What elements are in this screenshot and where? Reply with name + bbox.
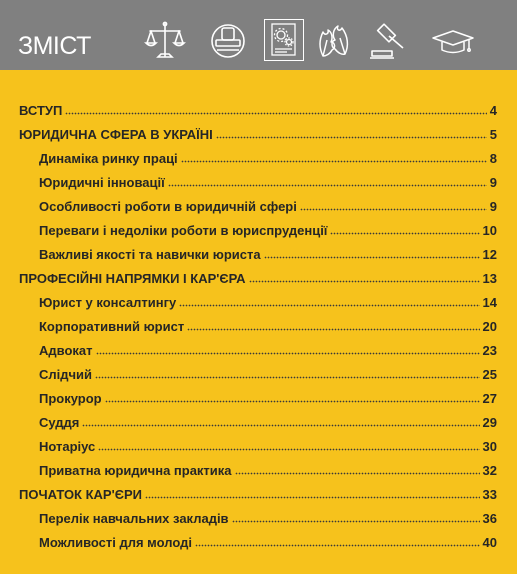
dot-leader	[187, 328, 479, 331]
toc-item-label: ПОЧАТОК КАР'ЄРИ	[19, 487, 142, 502]
toc-item-page: 23	[482, 343, 497, 358]
toc-item-label: ЮРИДИЧНА СФЕРА В УКРАЇНІ	[19, 127, 213, 142]
dot-leader	[65, 112, 486, 115]
dot-leader	[98, 448, 479, 451]
header-bar	[0, 0, 517, 70]
dot-leader	[105, 400, 480, 403]
toc-item-page: 20	[482, 319, 497, 334]
toc-item[interactable]	[19, 93, 497, 117]
toc-item-page: 9	[489, 199, 497, 214]
toc-item-page: 36	[482, 511, 497, 526]
toc-item-label: Прокурор	[39, 391, 102, 406]
stamp-icon	[205, 18, 251, 64]
toc-item[interactable]	[39, 213, 497, 237]
toc-item[interactable]	[19, 261, 497, 285]
scales-icon	[142, 18, 188, 64]
toc-item[interactable]	[39, 381, 497, 405]
toc-item[interactable]	[39, 285, 497, 309]
dot-leader	[82, 424, 479, 427]
toc-item-page: 29	[482, 415, 497, 430]
toc-item[interactable]	[39, 165, 497, 189]
toc-item[interactable]	[39, 357, 497, 381]
toc-item[interactable]	[39, 453, 497, 477]
page-title: ЗМІСТ	[18, 32, 91, 60]
toc-item-page: 32	[482, 463, 497, 478]
toc-item[interactable]	[39, 333, 497, 357]
toc-item[interactable]	[39, 309, 497, 333]
toc-item-page: 27	[482, 391, 497, 406]
toc-item-page: 12	[482, 247, 497, 262]
toc-item-page: 4	[489, 103, 497, 118]
dot-leader	[235, 472, 480, 475]
oak-leaves-icon	[311, 18, 357, 64]
dot-leader	[330, 232, 479, 235]
toc-item[interactable]	[19, 117, 497, 141]
toc-item[interactable]	[39, 141, 497, 165]
dot-leader	[249, 280, 480, 283]
toc-item[interactable]	[39, 189, 497, 213]
toc-item-page: 14	[482, 295, 497, 310]
dot-leader	[195, 544, 480, 547]
toc-item-label: Динаміка ринку праці	[39, 151, 178, 166]
toc-item-label: Перелік навчальних закладів	[39, 511, 229, 526]
dot-leader	[96, 352, 480, 355]
toc-item-label: ПРОФЕСІЙНІ НАПРЯМКИ І КАР'ЄРА	[19, 271, 246, 286]
toc-item-label: Юридичні інновації	[39, 175, 165, 190]
toc-item-label: Особливості роботи в юридичній сфері	[39, 199, 297, 214]
toc-item-label: Важливі якості та навички юриста	[39, 247, 261, 262]
toc-item-label: ВСТУП	[19, 103, 63, 118]
toc-item-page: 5	[489, 127, 497, 142]
toc-item-label: Корпоративний юрист	[39, 319, 185, 334]
toc-item[interactable]	[39, 429, 497, 453]
toc-item-page: 40	[482, 535, 497, 550]
toc-item[interactable]	[39, 525, 497, 549]
dot-leader	[95, 376, 479, 379]
toc-item-page: 33	[482, 487, 497, 502]
graduation-cap-icon	[430, 18, 476, 64]
toc-item-page: 10	[482, 223, 497, 238]
toc-item-page: 30	[482, 439, 497, 454]
dot-leader	[300, 208, 487, 211]
toc-item-label: Слідчий	[39, 367, 93, 382]
dot-leader	[179, 304, 479, 307]
dot-leader	[232, 520, 480, 523]
dot-leader	[264, 256, 480, 259]
toc-item-label: Адвокат	[39, 343, 93, 358]
toc-item-page: 9	[489, 175, 497, 190]
dot-leader	[168, 184, 487, 187]
dot-leader	[216, 136, 487, 139]
document-gear-icon	[264, 19, 304, 61]
toc-item[interactable]	[39, 237, 497, 261]
toc-item-label: Приватна юридична практика	[39, 463, 232, 478]
toc-item-label: Переваги і недоліки роботи в юриспруденції	[39, 223, 328, 238]
toc-item[interactable]	[39, 405, 497, 429]
toc-item-label: Нотаріус	[39, 439, 96, 454]
toc-item-page: 25	[482, 367, 497, 382]
toc-item-page: 8	[489, 151, 497, 166]
toc-item-label: Суддя	[39, 415, 80, 430]
dot-leader	[145, 496, 480, 499]
toc-item[interactable]	[39, 501, 497, 525]
toc-item-label: Юрист у консалтингу	[39, 295, 177, 310]
toc-item[interactable]	[19, 477, 497, 501]
header-icons	[0, 0, 517, 70]
toc-item-page: 13	[482, 271, 497, 286]
dot-leader	[181, 160, 487, 163]
gavel-icon	[366, 18, 412, 64]
toc-item-label: Можливості для молоді	[39, 535, 192, 550]
